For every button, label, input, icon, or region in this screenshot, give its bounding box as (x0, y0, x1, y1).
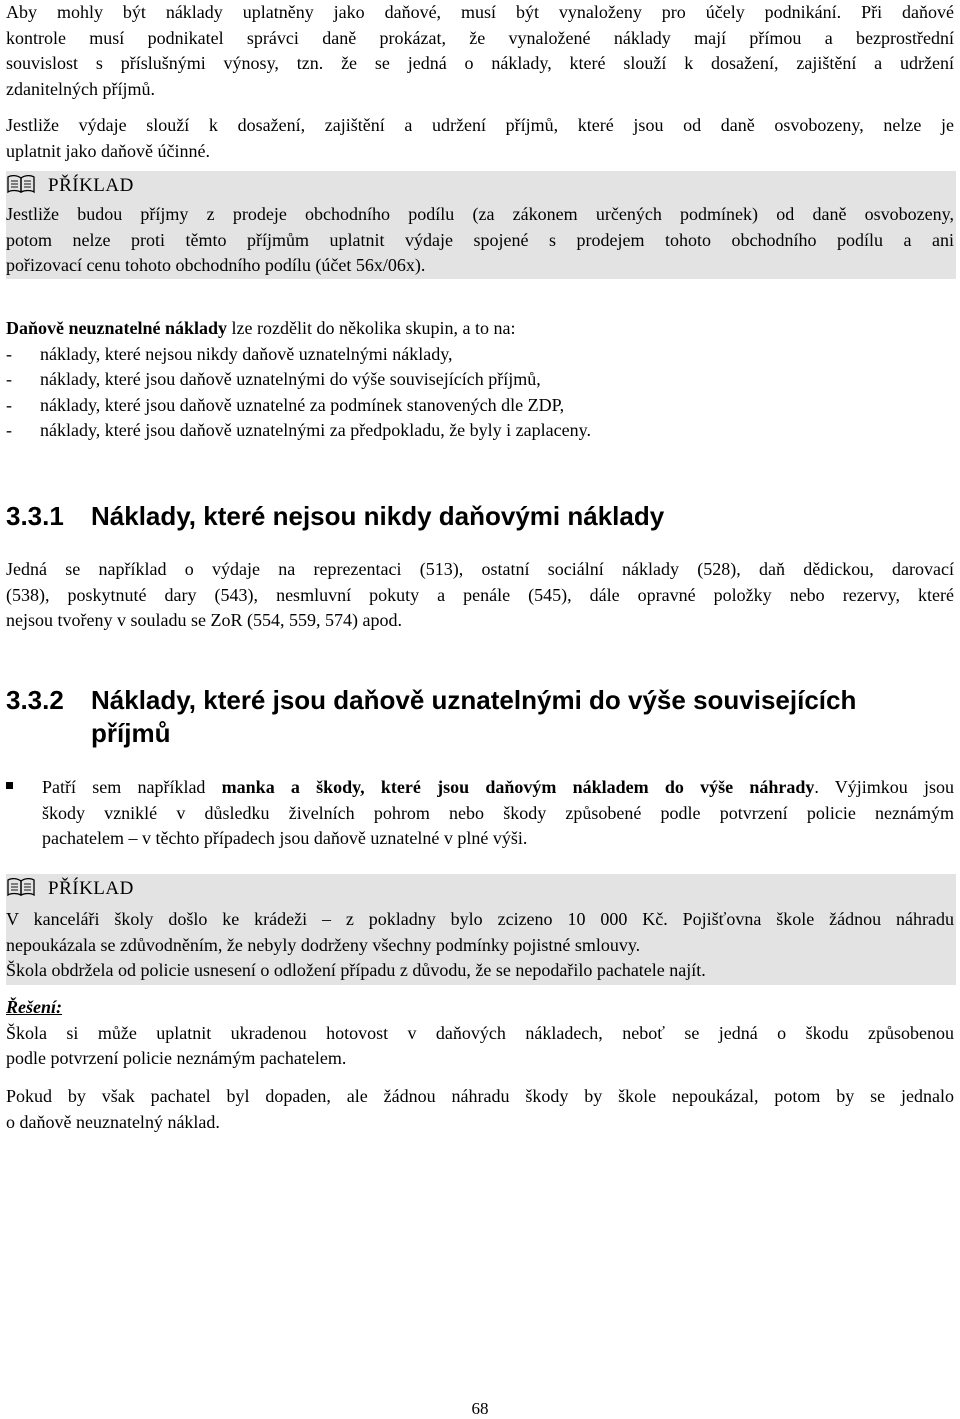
example-title: PŘÍKLAD (48, 175, 134, 196)
example-text (6, 907, 954, 984)
text-line: pachatelem – v těchto případech jsou daňově uznatelné v plné výši. (42, 828, 528, 848)
text-line: Škola si může uplatnit ukradenou hotovost v daňových nákladech, neboť se jedná o škodu způsobenou (6, 1022, 954, 1043)
text-line: Jedná se například o výdaje na reprezentaci (513), ostatní sociální náklady (528), daň dědickou, darovací (6, 559, 954, 579)
example-text (6, 202, 954, 279)
text-line: Škola obdržela od policie usnesení o odložení případu z důvodu, že se nepodařilo pachatele najít. (6, 960, 706, 980)
section-title-continued: příjmů (91, 718, 171, 748)
text-line: nepoukázala se zdůvodněním, že nebyly dodrženy všechny podmínky pojistné smlouvy. (6, 934, 641, 955)
solution-label-text: Řešení: (6, 997, 62, 1017)
text-line: zdanitelných příjmů. (6, 78, 155, 99)
text-line: o daňově neuznatelný náklad. (6, 1111, 220, 1132)
list-item-text: náklady, které jsou daňově uznatelné za podmínek stanovených dle ZDP, (40, 394, 565, 415)
text-line: V kanceláři školy došlo ke krádeži – z pokladny bylo zcizeno 10 000 Kč. Pojišťovna škole žádnou náhradu (6, 909, 954, 929)
section-heading (6, 500, 956, 534)
list-item (6, 342, 954, 368)
list-marker: - (6, 394, 12, 415)
example-heading (6, 875, 134, 902)
section1-paragraph (6, 557, 954, 634)
section-heading (6, 684, 956, 750)
text-line: Jestliže budou příjmy z prodeje obchodního podílu (za zákonem určených podmínek) od daně osvobozeny, (6, 204, 954, 224)
list-item (6, 418, 954, 444)
groups-lead-rest: lze rozdělit do několika skupin, a to na: (227, 318, 516, 338)
text-line: Jestliže výdaje slouží k dosažení, zajištění a udržení příjmů, které jsou od daně osvobozeny, nelze je (6, 115, 954, 135)
page-number: 68 (471, 1399, 489, 1418)
groups-lead (6, 316, 954, 342)
text-line: Pokud by však pachatel byl dopaden, ale žádnou náhradu škody by škole nepoukázal, potom by se jednalo (6, 1086, 954, 1106)
bullet-item (6, 775, 956, 855)
list-item (6, 367, 954, 393)
list-item-text: náklady, které jsou daňově uznatelnými za předpokladu, že byly i zaplaceny. (40, 420, 591, 440)
example-box (6, 874, 956, 985)
text-line: uplatnit jako daňově účinné. (6, 140, 210, 161)
list-item-text: náklady, které nejsou nikdy daňově uznatelnými náklady, (40, 343, 453, 364)
intro-paragraph (6, 0, 954, 102)
solution-paragraph (6, 995, 954, 1072)
solution-label (6, 995, 954, 1021)
groups-paragraph (6, 316, 954, 444)
square-bullet-icon (6, 782, 13, 789)
section-title: Náklady, které nejsou nikdy daňovými náklady (91, 501, 665, 531)
list-marker: - (6, 343, 12, 364)
text-line: škody vzniklé v důsledku živelních pohrom nebo škody způsobené podle potvrzení policie neznámým (42, 802, 954, 823)
text-line: kontrole musí podnikatel správci daně prokázat, že vynaložené náklady mají přímou a bezprostřední (6, 27, 954, 48)
text-line: pořizovací cenu tohoto obchodního podílu (účet 56x/06x). (6, 255, 426, 275)
book-icon (6, 174, 36, 194)
section-number: 3.3.1 (6, 501, 64, 531)
list-marker: - (6, 420, 12, 440)
bullet-text-bold: manka a škody, které jsou daňovým nákladem do výše náhrady (221, 777, 815, 797)
exempt-paragraph (6, 113, 954, 164)
text-line: nejsou tvořeny v souladu se ZoR (554, 559, 574) apod. (6, 610, 402, 630)
section-title: Náklady, které jsou daňově uznatelnými do výše souvisejících (91, 685, 857, 715)
list-item (6, 393, 954, 419)
example-box (6, 171, 956, 279)
book-icon (6, 877, 36, 897)
bullet-text (42, 775, 954, 852)
text-line: podle potvrzení policie neznámým pachatelem. (6, 1048, 347, 1068)
list-marker: - (6, 369, 12, 389)
text-line: Aby mohly být náklady uplatněny jako daňové, musí být vynaloženy pro účely podnikání. Při daňové (6, 2, 954, 22)
bullet-text-pre: Patří sem například (42, 777, 222, 797)
section-number: 3.3.2 (6, 685, 64, 715)
text-line: potom nelze proti těmto příjmům uplatnit výdaje spojené s prodejem tohoto obchodního podílu a ani (6, 229, 954, 250)
text-line: souvislost s příslušnými výnosy, tzn. že se jedná o náklady, které slouží k dosažení, zajištění a udržení (6, 53, 954, 73)
text-line (42, 775, 954, 801)
bullet-text-post: . Výjimkou jsou (814, 777, 955, 797)
text-line: (538), poskytnuté dary (543), nesmluvní pokuty a penále (545), dále opravné položky nebo rezervy, které (6, 584, 954, 605)
list-item-text: náklady, které jsou daňově uznatelnými do výše souvisejících příjmů, (40, 369, 541, 389)
example-title: PŘÍKLAD (48, 878, 134, 899)
groups-lead-bold: Daňově neuznatelné náklady (6, 318, 228, 338)
example-heading (6, 172, 134, 199)
solution-extra-paragraph (6, 1084, 954, 1135)
